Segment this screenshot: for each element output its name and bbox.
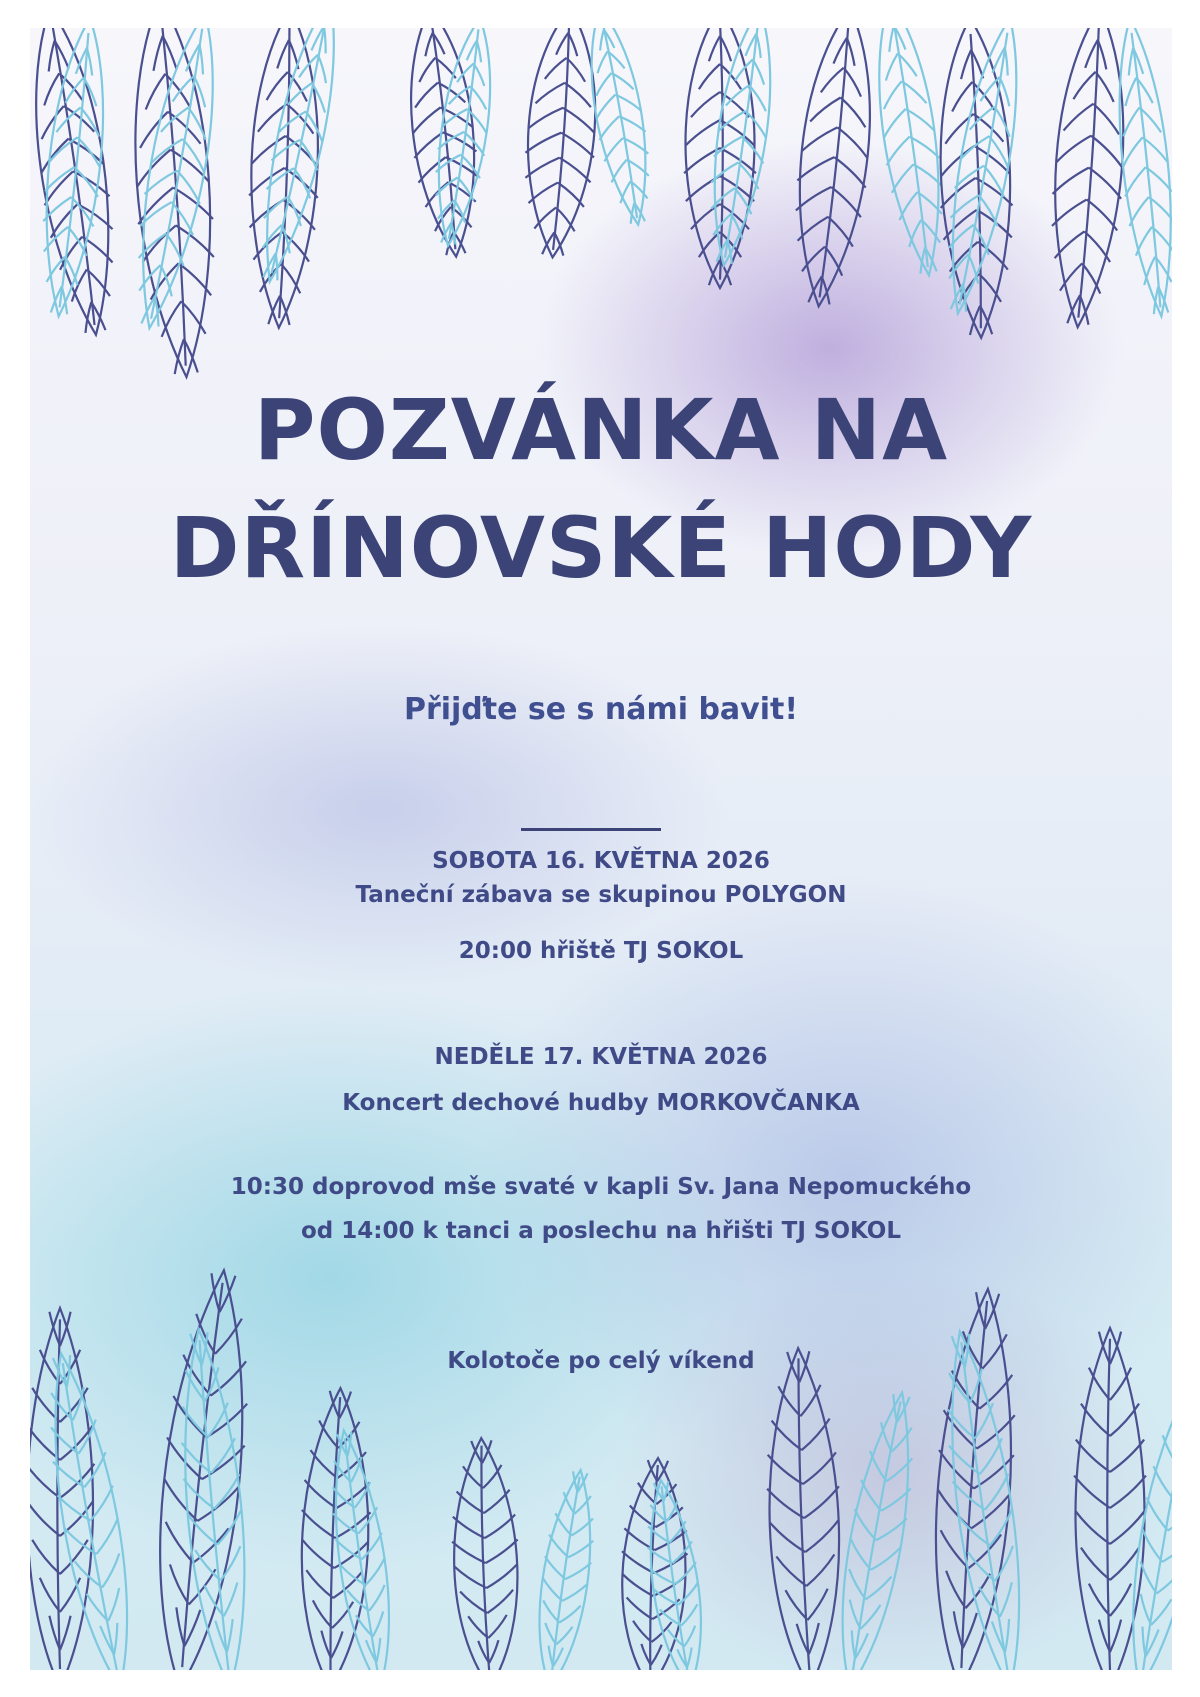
- leaf-icon: [933, 28, 1034, 318]
- leaf-icon: [785, 28, 885, 310]
- leaf-icon: [638, 1477, 714, 1670]
- leaf-icon: [617, 1457, 691, 1670]
- leaf-icon: [171, 1327, 258, 1670]
- leaf-icon: [296, 1387, 375, 1670]
- leaf-icon: [141, 1266, 262, 1670]
- leaf-icon: [527, 1467, 604, 1670]
- sunday-event: Koncert dechové hudby MORKOVČANKA: [342, 1090, 860, 1116]
- leaf-icon: [699, 28, 785, 269]
- leaf-icon: [1107, 28, 1172, 319]
- leaf-icon: [932, 1328, 1038, 1670]
- closing-note: Kolotoče po celý víkend: [447, 1348, 755, 1374]
- leaf-icon: [321, 1427, 404, 1670]
- leaf-icon: [449, 1437, 523, 1670]
- leaf-icon: [923, 1286, 1026, 1670]
- leaf-icon: [33, 1348, 147, 1670]
- leaf-icon: [247, 28, 353, 287]
- title-line-1: POZVÁNKA NA: [253, 381, 949, 479]
- sunday-detail-2: od 14:00 k tanci a poslechu na hřišti TJ SOKOL: [300, 1218, 901, 1244]
- leaf-icon: [1114, 1368, 1172, 1670]
- sunday-date: NEDĚLE 17. KVĚTNA 2026: [434, 1044, 768, 1070]
- top-leaf-border: [30, 28, 1172, 380]
- leaf-icon: [122, 28, 233, 333]
- leaf-icon: [684, 28, 756, 288]
- saturday-time-place: 20:00 hřiště TJ SOKOL: [458, 938, 744, 964]
- leaf-icon: [518, 28, 604, 260]
- leaf-icon: [934, 28, 1017, 339]
- saturday-date: SOBOTA 16. KVĚTNA 2026: [432, 848, 770, 874]
- leaf-icon: [1074, 1328, 1146, 1670]
- leaf-icon: [824, 1388, 928, 1670]
- leaf-icon: [32, 28, 116, 319]
- subtitle: Přijďte se s námi bavit!: [403, 692, 799, 727]
- leaf-icon: [30, 28, 128, 339]
- leaf-icon: [425, 28, 503, 249]
- bottom-leaf-border: [30, 1266, 1172, 1670]
- divider-line: [521, 828, 661, 831]
- leaf-icon: [399, 28, 487, 260]
- leaf-icon: [123, 28, 224, 380]
- leaf-icon: [762, 1347, 846, 1670]
- invitation-poster: [30, 28, 1172, 1670]
- sunday-detail-1: 10:30 doprovod mše svaté v kapli Sv. Jana Nepomuckého: [230, 1174, 972, 1200]
- title-line-2: DŘÍNOVSKÉ HODY: [169, 499, 1033, 597]
- leaf-icon: [245, 28, 325, 329]
- leaf-icon: [577, 28, 661, 229]
- saturday-event: Taneční zábava se skupinou POLYGON: [355, 882, 847, 908]
- leaf-icon: [864, 28, 955, 279]
- leaf-icon: [1043, 28, 1134, 330]
